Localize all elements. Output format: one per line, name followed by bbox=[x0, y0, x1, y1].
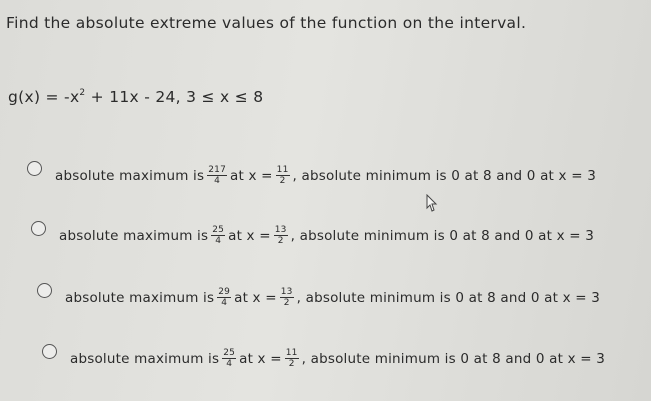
option-prefix: absolute maximum is bbox=[65, 289, 215, 306]
max-value-fraction bbox=[217, 287, 231, 308]
x-numerator: 13 bbox=[280, 287, 293, 297]
question-text: Find the absolute extreme values of the function on the interval. bbox=[6, 14, 527, 32]
radio-button[interactable] bbox=[31, 221, 46, 236]
function-lhs: g(x) = -x bbox=[8, 88, 80, 106]
x-denominator: 2 bbox=[283, 298, 290, 308]
answer-option-3[interactable] bbox=[37, 287, 600, 308]
option-suffix: , absolute minimum is 0 at 8 and 0 at x = 3 bbox=[301, 350, 606, 367]
option-suffix: , absolute minimum is 0 at 8 and 0 at x = 3 bbox=[296, 289, 601, 306]
answer-option-1[interactable] bbox=[27, 165, 596, 186]
option-at: at x = bbox=[230, 167, 273, 184]
max-value-fraction bbox=[222, 348, 236, 369]
x-denominator: 2 bbox=[277, 236, 284, 246]
x-numerator: 11 bbox=[276, 165, 289, 175]
max-denominator: 4 bbox=[221, 298, 228, 308]
x-denominator: 2 bbox=[288, 359, 295, 369]
function-exponent: 2 bbox=[79, 88, 86, 98]
option-at: at x = bbox=[239, 350, 282, 367]
option-at: at x = bbox=[234, 289, 277, 306]
option-suffix: , absolute minimum is 0 at 8 and 0 at x = 3 bbox=[292, 167, 596, 184]
x-value-fraction bbox=[280, 287, 294, 308]
radio-button[interactable] bbox=[42, 344, 57, 359]
option-prefix: absolute maximum is bbox=[55, 167, 205, 184]
max-numerator: 217 bbox=[208, 165, 227, 175]
x-value-fraction bbox=[274, 225, 288, 246]
option-prefix: absolute maximum is bbox=[59, 227, 209, 244]
answer-option-2[interactable] bbox=[31, 225, 594, 246]
max-value-fraction bbox=[211, 225, 225, 246]
max-denominator: 4 bbox=[214, 176, 221, 186]
radio-button[interactable] bbox=[27, 161, 42, 176]
x-denominator: 2 bbox=[279, 176, 286, 186]
answer-option-4[interactable] bbox=[42, 348, 605, 369]
function-rhs: + 11x - 24, 3 ≤ x ≤ 8 bbox=[85, 88, 264, 106]
option-prefix: absolute maximum is bbox=[70, 350, 220, 367]
mouse-cursor-icon bbox=[424, 194, 438, 214]
x-value-fraction bbox=[276, 165, 290, 186]
function-definition bbox=[8, 88, 263, 106]
radio-button[interactable] bbox=[37, 283, 52, 298]
x-numerator: 11 bbox=[285, 348, 298, 358]
max-numerator: 25 bbox=[223, 348, 236, 358]
x-numerator: 13 bbox=[274, 225, 287, 235]
max-denominator: 4 bbox=[226, 359, 233, 369]
max-numerator: 25 bbox=[212, 225, 225, 235]
x-value-fraction bbox=[285, 348, 299, 369]
max-value-fraction bbox=[207, 165, 227, 186]
option-at: at x = bbox=[228, 227, 271, 244]
max-numerator: 29 bbox=[218, 287, 231, 297]
max-denominator: 4 bbox=[215, 236, 222, 246]
option-suffix: , absolute minimum is 0 at 8 and 0 at x = 3 bbox=[290, 227, 595, 244]
